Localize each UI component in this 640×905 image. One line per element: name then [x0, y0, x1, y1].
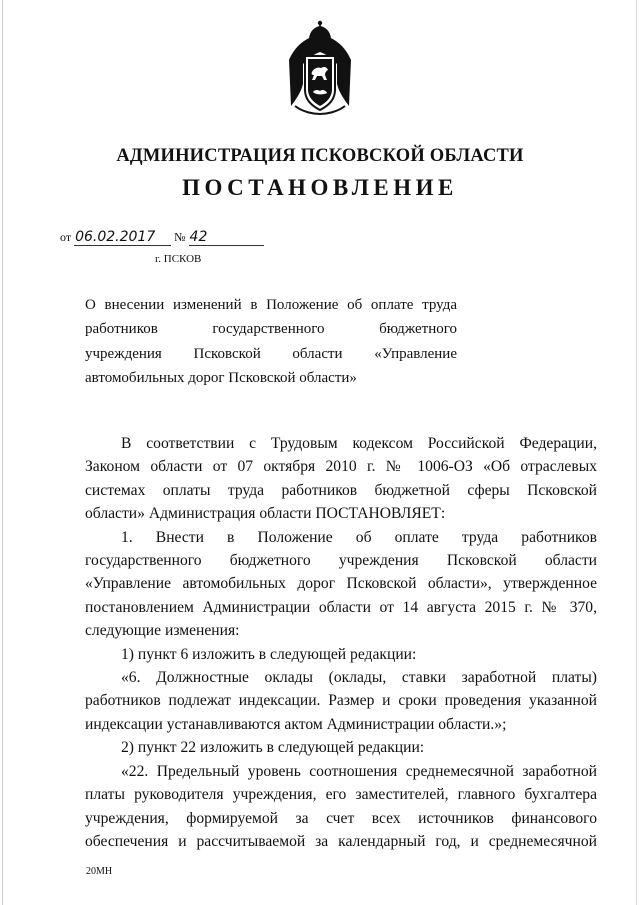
- handwritten-number: 42: [189, 229, 264, 246]
- body-line: области» Администрация области ПОСТАНОВЛЯЕТ:: [85, 505, 446, 523]
- subject-line: работников государственного бюджетного: [85, 321, 457, 338]
- city-label: г. ПСКОВ: [155, 253, 202, 265]
- body-line: «6. Должностные оклады (оклады, ставки заработной платы): [121, 669, 597, 687]
- body-line: В соответствии с Трудовым кодексом Российской Федерации,: [121, 435, 597, 452]
- body-line: работников подлежат индексации. Размер и сроки проведения указанной: [85, 692, 597, 710]
- body-line: 1. Внести в Положение об оплате труда работников: [121, 528, 597, 546]
- body-line: учреждения, формируемой за счет всех источников финансового: [85, 809, 597, 827]
- body-line: постановлением Администрации области от 14 августа 2015 г. № 370,: [85, 598, 597, 616]
- body-line: платы руководителя учреждения, его заместителей, главного бухгалтера: [85, 786, 597, 804]
- subject-line: учреждения Псковской области «Управление: [85, 345, 457, 362]
- organization-title: АДМИНИСТРАЦИЯ ПСКОВСКОЙ ОБЛАСТИ: [116, 146, 524, 166]
- document-type-title: ПОСТАНОВЛЕНИЕ: [182, 175, 458, 200]
- footer-code: 20МН: [86, 866, 113, 877]
- body-line: 1) пункт 6 изложить в следующей редакции:: [121, 645, 417, 663]
- date-prefix: от: [60, 230, 72, 244]
- body-line: государственного бюджетного учреждения Псковской области: [85, 552, 597, 570]
- body-line: 2) пункт 22 изложить в следующей редакции:: [121, 739, 425, 757]
- subject-line: автомобильных дорог Псковской области»: [85, 369, 357, 386]
- body-line: системах оплаты труда работников бюджетной сферы Псковской: [85, 481, 597, 499]
- scan-edge-right: [636, 0, 637, 905]
- document-body: [85, 432, 597, 853]
- body-line: обеспечения и рассчитываемой за календарный год, и среднемесячной: [85, 832, 597, 850]
- scan-edge-left: [2, 0, 3, 905]
- body-line: «Управление автомобильных дорог Псковской области», утвержденное: [85, 575, 597, 593]
- body-line: индексации устанавливаются актом Администрации области.»;: [85, 715, 507, 733]
- number-prefix: №: [174, 230, 186, 244]
- subject-line: О внесении изменений в Положение об оплате труда: [85, 297, 457, 313]
- pskov-coat-of-arms-emblem: [283, 20, 357, 116]
- body-line: следующие изменения:: [85, 622, 240, 640]
- registration-line: [60, 229, 264, 246]
- handwritten-date: 06.02.2017: [74, 229, 171, 246]
- document-subject: [85, 293, 457, 390]
- body-line: Законом области от 07 октября 2010 г. № 1006-ОЗ «Об отраслевых: [85, 458, 597, 476]
- body-line: «22. Предельный уровень соотношения среднемесячной заработной: [121, 762, 597, 780]
